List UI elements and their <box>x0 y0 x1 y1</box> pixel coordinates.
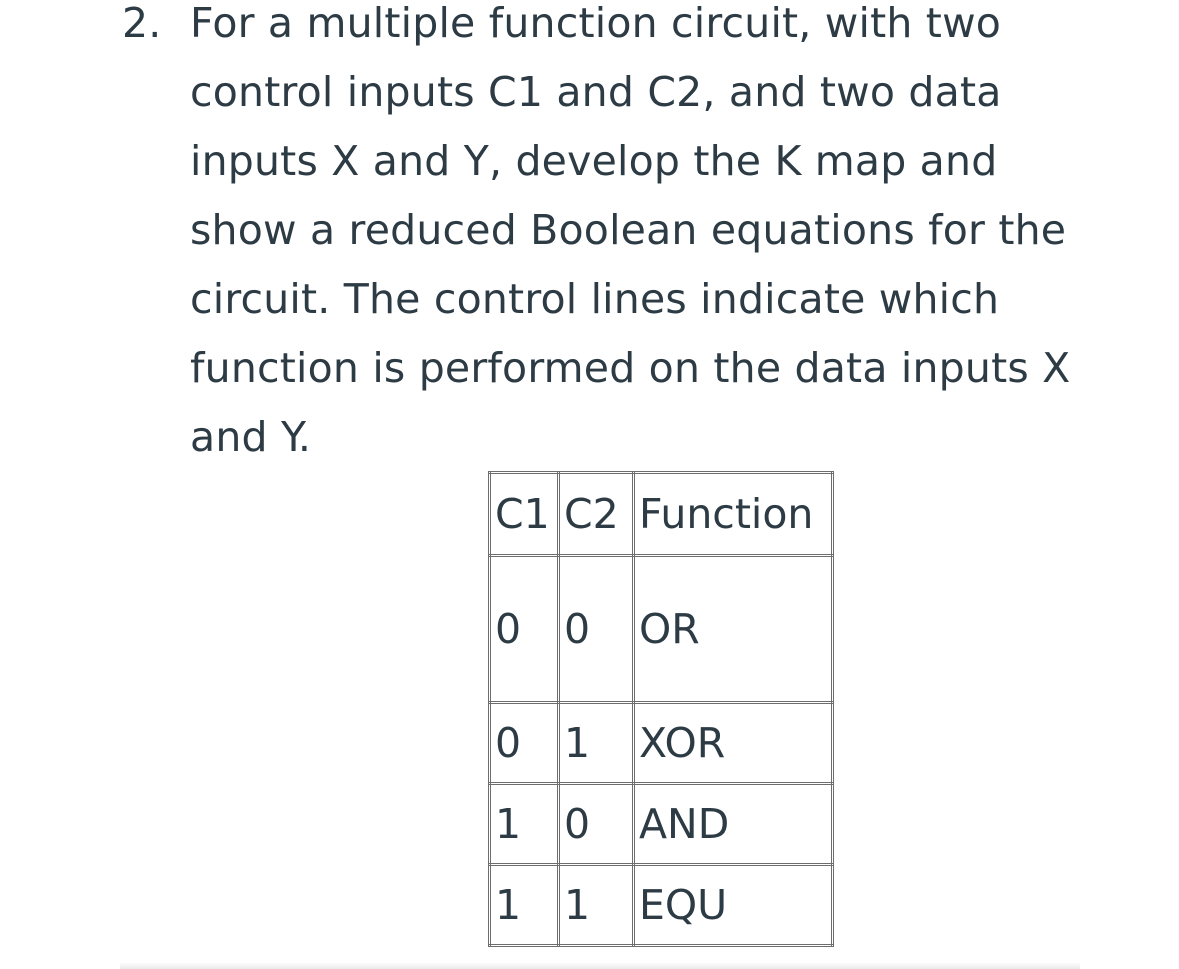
question-number: 2. <box>122 0 162 47</box>
cell-c2: 0 <box>559 556 634 703</box>
question-text-line: control inputs C1 and C2, and two data <box>190 68 1002 116</box>
question-text-line: For a multiple function circuit, with two <box>190 0 1002 47</box>
cell-function: OR <box>634 556 833 703</box>
cell-function: EQU <box>634 865 833 946</box>
table-row <box>490 556 833 703</box>
cell-c1: 1 <box>490 865 559 946</box>
cell-function: XOR <box>634 703 833 784</box>
function-table <box>488 471 834 947</box>
question-text-line: function is performed on the data inputs X <box>190 344 1071 392</box>
header-c1: C1 <box>490 473 559 556</box>
table-row <box>490 703 833 784</box>
page-bottom-edge <box>120 962 1080 969</box>
cell-c2: 1 <box>559 703 634 784</box>
table-row <box>490 865 833 946</box>
header-function: Function <box>634 473 833 556</box>
cell-c2: 0 <box>559 784 634 865</box>
question-text-line: inputs X and Y, develop the K map and <box>190 137 998 185</box>
question-text-line: circuit. The control lines indicate which <box>190 275 1000 323</box>
cell-c1: 0 <box>490 703 559 784</box>
cell-c1: 0 <box>490 556 559 703</box>
table-header-row <box>490 473 833 556</box>
cell-function: AND <box>634 784 833 865</box>
cell-c1: 1 <box>490 784 559 865</box>
question-text-line: and Y. <box>190 413 312 461</box>
header-c2: C2 <box>559 473 634 556</box>
cell-c2: 1 <box>559 865 634 946</box>
question-text-line: show a reduced Boolean equations for the <box>190 206 1067 254</box>
table-row <box>490 784 833 865</box>
